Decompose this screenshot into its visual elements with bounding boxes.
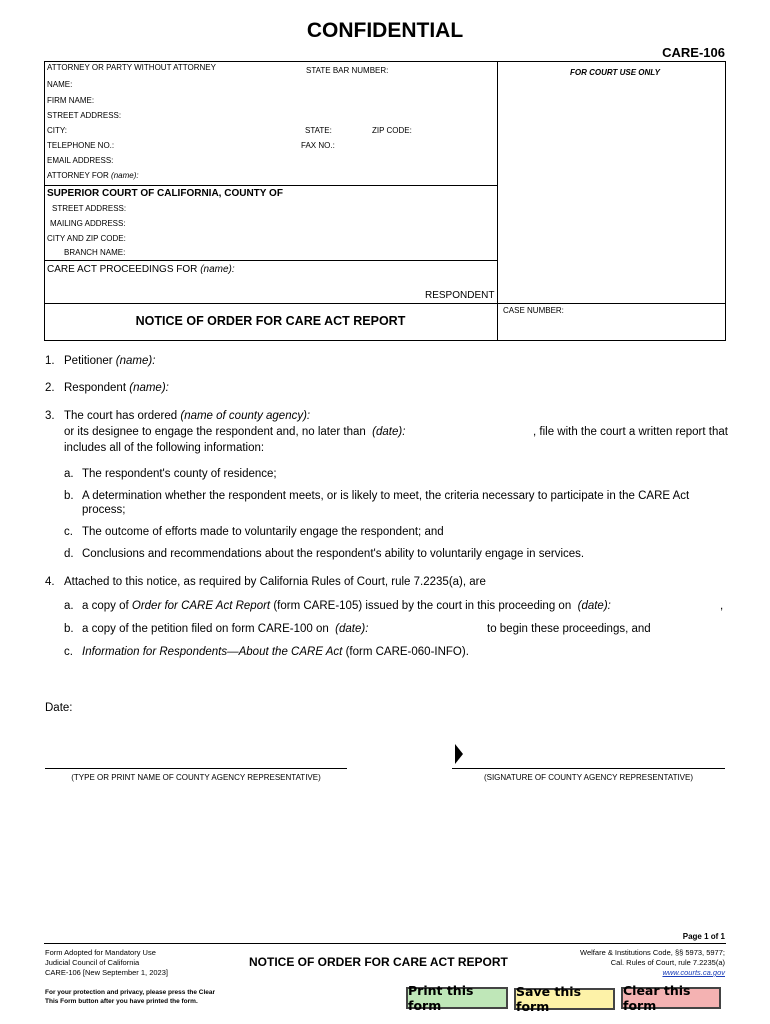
item-3d-letter: d. (64, 548, 74, 560)
title-divider (44, 303, 726, 304)
item-4a-date-hint: (date): (577, 600, 611, 612)
item-2-text: Respondent (64, 382, 127, 394)
signature-arrow-icon (455, 744, 463, 764)
item-4c-text (82, 646, 469, 658)
item-3b-text-1: A determination whether the respondent meets, or is likely to meet, the criteria necessary to participate in the CARE Act (82, 490, 690, 502)
court-city-zip-label: CITY AND ZIP CODE: (47, 234, 126, 243)
petitioner-name-input[interactable] (160, 354, 729, 370)
item-4a-text (82, 600, 611, 612)
street-label: STREET ADDRESS: (47, 111, 122, 120)
item-4c-letter: c. (64, 646, 73, 658)
item-4a-pre: a copy of (82, 600, 129, 612)
county-agency-input[interactable] (312, 409, 729, 425)
type-name-caption: (TYPE OR PRINT NAME OF COUNTY AGENCY REPRESENTATIVE) (71, 773, 321, 782)
petition-date-input[interactable] (366, 622, 488, 638)
court-title: SUPERIOR COURT OF CALIFORNIA, COUNTY OF (47, 188, 283, 199)
item-2-number: 2. (45, 382, 55, 394)
court-mailing-input[interactable] (125, 217, 494, 231)
telephone-label: TELEPHONE NO.: (47, 141, 115, 150)
case-number-label: CASE NUMBER: (503, 306, 564, 315)
street-input[interactable] (120, 109, 494, 123)
item-4a-letter: a. (64, 600, 74, 612)
fax-input[interactable] (336, 139, 494, 153)
form-title: NOTICE OF ORDER FOR CARE ACT REPORT (135, 314, 406, 328)
zip-label: ZIP CODE: (372, 126, 412, 135)
date-label: Date: (45, 702, 73, 714)
item-4a-post: (form CARE-105) issued by the court in this proceeding on (273, 600, 572, 612)
email-input[interactable] (112, 154, 494, 168)
adopted-block (45, 948, 168, 978)
item-3c-text: The outcome of efforts made to voluntarily engage the respondent; and (82, 526, 444, 538)
zip-input[interactable] (413, 124, 494, 138)
county-input[interactable] (290, 187, 494, 201)
court-street-label: STREET ADDRESS: (52, 204, 127, 213)
state-label: STATE: (305, 126, 332, 135)
item-2-name-hint: (name): (129, 382, 169, 394)
signature-caption: (SIGNATURE OF COUNTY AGENCY REPRESENTATIVE) (483, 773, 694, 782)
item-3-line-2 (64, 426, 405, 438)
representative-name-input[interactable] (45, 752, 351, 768)
item-3a-letter: a. (64, 468, 74, 480)
email-label: EMAIL ADDRESS: (47, 156, 114, 165)
proceedings-text: CARE ACT PROCEEDINGS FOR (47, 264, 198, 275)
item-4b-letter: b. (64, 623, 74, 635)
item-1-text: Petitioner (64, 355, 113, 367)
code-line-2: Cal. Rules of Court, rule 7.2235(a) (610, 958, 725, 967)
firm-name-label: FIRM NAME: (47, 96, 95, 105)
item-4b-pre: a copy of the petition filed on form CARE-100 on (82, 623, 329, 635)
caption-divider (497, 61, 498, 341)
court-street-input[interactable] (125, 202, 494, 216)
city-label: CITY: (47, 126, 68, 135)
item-3b-text-2: process; (82, 504, 126, 516)
attorney-title: ATTORNEY OR PARTY WITHOUT ATTORNEY (47, 63, 216, 72)
proceedings-name-input[interactable] (240, 263, 494, 277)
item-4-text: Attached to this notice, as required by California Rules of Court, rule 7.2235(a), are (64, 576, 486, 588)
item-3-line-2-text: or its designee to engage the respondent and, no later than (64, 426, 366, 438)
item-3-label (64, 410, 310, 422)
item-1-name-hint: (name): (115, 355, 156, 367)
page-number: Page 1 of 1 (682, 932, 725, 941)
privacy-line-2: This Form button after you have printed the form. (45, 998, 198, 1005)
respondent-label: RESPONDENT (425, 290, 495, 301)
clear-form-button[interactable]: Clear this form (621, 987, 721, 1009)
state-bar-label: STATE BAR NUMBER: (306, 66, 389, 75)
proceedings-name-hint: (name): (200, 264, 235, 275)
item-4a-form-title: Order for CARE Act Report (131, 600, 271, 612)
item-4c-form-title: Information for Respondents—About the CARE Act (82, 646, 343, 658)
firm-name-input[interactable] (95, 94, 494, 108)
court-proceedings-divider (44, 260, 497, 261)
item-3c-letter: c. (64, 526, 73, 538)
confidential-heading: CONFIDENTIAL (306, 19, 464, 42)
court-branch-label: BRANCH NAME: (64, 248, 126, 257)
code-block (580, 948, 725, 978)
court-use-only-label: FOR COURT USE ONLY (570, 68, 660, 77)
order-date-input[interactable] (606, 599, 720, 615)
print-form-button[interactable]: Print this form (406, 987, 508, 1009)
privacy-line-1: For your protection and privacy, please press the Clear (45, 989, 216, 996)
code-line-1: Welfare & Institutions Code, §§ 5973, 5977; (580, 948, 725, 957)
attorney-for-name-hint: (name): (111, 171, 139, 180)
telephone-input[interactable] (112, 139, 299, 153)
proceedings-label (47, 264, 235, 275)
item-3d-text: Conclusions and recommendations about the respondent's ability to voluntarily engage in services. (82, 548, 585, 560)
item-3-line-2b: , file with the court a written report that (533, 426, 728, 438)
item-3-text: The court has ordered (64, 410, 178, 422)
attorney-court-divider (44, 185, 497, 186)
attorney-for-label (47, 171, 139, 180)
save-form-button[interactable]: Save this form (514, 988, 615, 1010)
state-input[interactable] (335, 124, 369, 138)
item-3-line-3: includes all of the following information: (64, 442, 265, 454)
signature-date-input[interactable] (80, 701, 284, 717)
name-label: NAME: (47, 80, 73, 89)
item-4b-post: to begin these proceedings, and (487, 623, 651, 635)
privacy-note (45, 988, 215, 1006)
court-city-zip-input[interactable] (125, 232, 494, 246)
item-3b-letter: b. (64, 490, 74, 502)
item-1-number: 1. (45, 355, 55, 367)
attorney-for-text: ATTORNEY FOR (47, 171, 109, 180)
report-date-input[interactable] (402, 425, 534, 441)
item-3-agency-hint: (name of county agency): (180, 410, 311, 422)
court-mailing-label: MAILING ADDRESS: (50, 219, 126, 228)
item-3a-text: The respondent's county of residence; (82, 468, 277, 480)
form-number: CARE-106 (662, 45, 725, 60)
courts-website-link[interactable]: www.courts.ca.gov (662, 968, 725, 977)
item-3-date-hint: (date): (372, 426, 406, 438)
item-4-number: 4. (45, 576, 55, 588)
item-4b-date-hint: (date): (335, 623, 369, 635)
name-input[interactable] (75, 78, 494, 92)
signature-line (452, 768, 725, 769)
city-input[interactable] (70, 124, 299, 138)
fax-label: FAX NO.: (301, 141, 335, 150)
adopted-line-2: Judicial Council of California (45, 958, 140, 967)
adopted-line-3: CARE-106 [New September 1, 2023] (45, 968, 168, 977)
item-2-label (64, 382, 169, 394)
name-line (45, 768, 347, 769)
item-4c-post: (form CARE-060-INFO). (345, 646, 469, 658)
respondent-name-input[interactable] (172, 381, 729, 397)
court-branch-input[interactable] (125, 246, 494, 260)
case-number-input[interactable] (503, 318, 725, 332)
adopted-line-1: Form Adopted for Mandatory Use (45, 948, 156, 957)
footer-title: NOTICE OF ORDER FOR CARE ACT REPORT (249, 955, 508, 969)
item-4b-text (82, 623, 368, 635)
attorney-for-input[interactable] (138, 168, 494, 182)
footer-rule (44, 943, 726, 944)
item-1-label (64, 355, 155, 367)
item-3-number: 3. (45, 410, 55, 422)
item-4a-comma: , (720, 600, 724, 612)
state-bar-input[interactable] (390, 63, 494, 77)
